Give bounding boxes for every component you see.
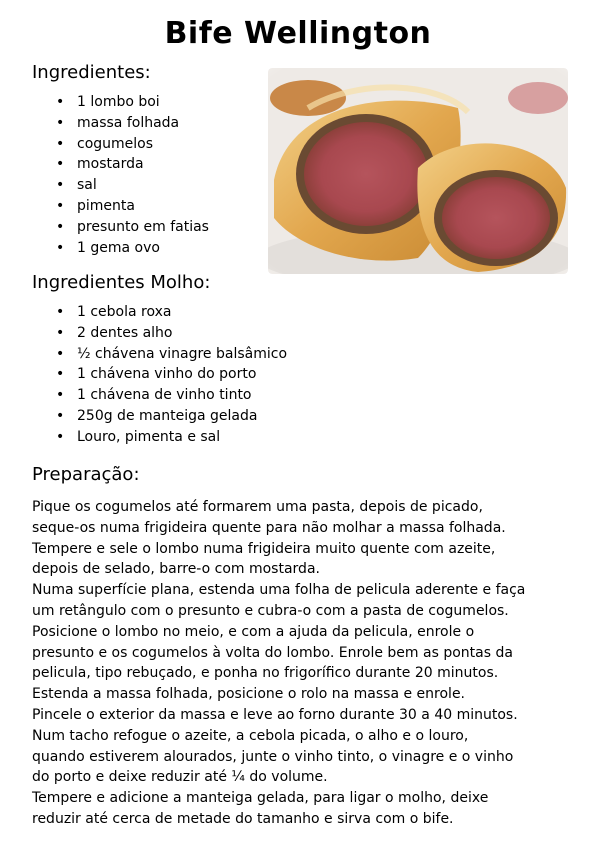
bullet-icon: • [56, 94, 65, 110]
preparation-text [32, 497, 572, 830]
bullet-icon: • [56, 135, 65, 152]
sauce-ingredients-heading: Ingredientes Molho: [32, 272, 211, 293]
beef-wellington-photo [268, 68, 568, 274]
bullet-icon: • [56, 345, 65, 362]
bullet-icon: • [56, 197, 65, 214]
preparation-line: Tempere e adicione a manteiga gelada, para ligar o molho, deixe [32, 790, 489, 807]
sauce-ingredient-item [32, 302, 287, 323]
ingredient-item [32, 196, 209, 217]
preparation-line: Pique os cogumelos até formarem uma pasta, depois de picado, [32, 499, 483, 515]
bullet-icon: • [56, 304, 65, 320]
preparation-line: quando estiverem alourados, junte o vinho tinto, o vinagre e o vinho [32, 748, 514, 765]
preparation-line: presunto e os cogumelos à volta do lombo. Enrole bem as pontas da [32, 644, 513, 661]
preparation-line: do porto e deixe reduzir até ¼ do volume. [32, 769, 328, 786]
list-item-text: pimenta [77, 197, 135, 214]
bullet-icon: • [56, 156, 65, 173]
preparation-line: pelicula, tipo rebuçado, e ponha no frigorífico durante 20 minutos. [32, 665, 499, 682]
list-item-text: cogumelos [77, 135, 154, 152]
bullet-icon: • [56, 114, 65, 131]
sauce-ingredient-item [32, 406, 287, 427]
bullet-icon: • [56, 324, 65, 341]
list-item-text: 1 chávena de vinho tinto [77, 387, 252, 404]
ingredients-heading: Ingredientes: [32, 62, 151, 83]
preparation-line: seque-os numa frigideira quente para não molhar a massa folhada. [32, 519, 506, 536]
sauce-ingredient-item [32, 344, 287, 365]
list-item-text: mostarda [77, 156, 144, 173]
list-item-text: 1 chávena vinho do porto [77, 366, 257, 383]
ingredient-item [32, 217, 209, 238]
page-title: Bife Wellington [164, 16, 432, 51]
sauce-ingredient-item [32, 427, 287, 448]
list-item-text: 1 lombo boi [77, 94, 160, 110]
bullet-icon: • [56, 218, 65, 235]
sauce-ingredient-item [32, 364, 287, 385]
ingredient-item [32, 175, 209, 196]
preparation-line: depois de selado, barre-o com mostarda. [32, 561, 320, 578]
bullet-icon: • [56, 428, 65, 445]
list-item-text: ½ chávena vinagre balsâmico [77, 345, 288, 362]
sauce-ingredient-item [32, 323, 287, 344]
preparation-line: Posicione o lombo no meio, e com a ajuda da pelicula, enrole o [32, 623, 475, 640]
bullet-icon: • [56, 387, 65, 404]
ingredient-item [32, 113, 209, 134]
preparation-line: Numa superfície plana, estenda uma folha de pelicula aderente e faça [32, 582, 526, 599]
ingredient-item [32, 92, 209, 113]
list-item-text: massa folhada [77, 114, 180, 131]
preparation-line: um retângulo com o presunto e cubra-o com a pasta de cogumelos. [32, 602, 509, 619]
list-item-text: sal [77, 177, 97, 194]
sauce-ingredient-item [32, 385, 287, 406]
bullet-icon: • [56, 177, 65, 194]
bullet-icon: • [56, 407, 65, 424]
ingredient-item [32, 154, 209, 175]
bullet-icon: • [56, 239, 65, 256]
preparation-line: Estenda a massa folhada, posicione o rolo na massa e enrole. [32, 686, 466, 703]
sauce-ingredients-list [32, 302, 287, 448]
preparation-line: reduzir até cerca de metade do tamanho e sirva com o bife. [32, 810, 454, 827]
preparation-heading: Preparação: [32, 464, 140, 485]
beef-wellington-image [268, 68, 568, 274]
bullet-icon: • [56, 366, 65, 383]
list-item-text: presunto em fatias [77, 218, 209, 235]
list-item-text: 1 cebola roxa [77, 304, 172, 320]
ingredient-item [32, 238, 209, 259]
list-item-text: 1 gema ovo [77, 239, 160, 256]
preparation-line: Tempere e sele o lombo numa frigideira muito quente com azeite, [32, 540, 496, 557]
list-item-text: 2 dentes alho [77, 324, 173, 341]
preparation-line: Num tacho refogue o azeite, a cebola picada, o alho e o louro, [32, 727, 469, 744]
list-item-text: Louro, pimenta e sal [77, 428, 221, 445]
ingredients-list [32, 92, 209, 258]
list-item-text: 250g de manteiga gelada [77, 407, 258, 424]
ingredient-item [32, 134, 209, 155]
preparation-line: Pincele o exterior da massa e leve ao forno durante 30 a 40 minutos. [32, 706, 518, 723]
